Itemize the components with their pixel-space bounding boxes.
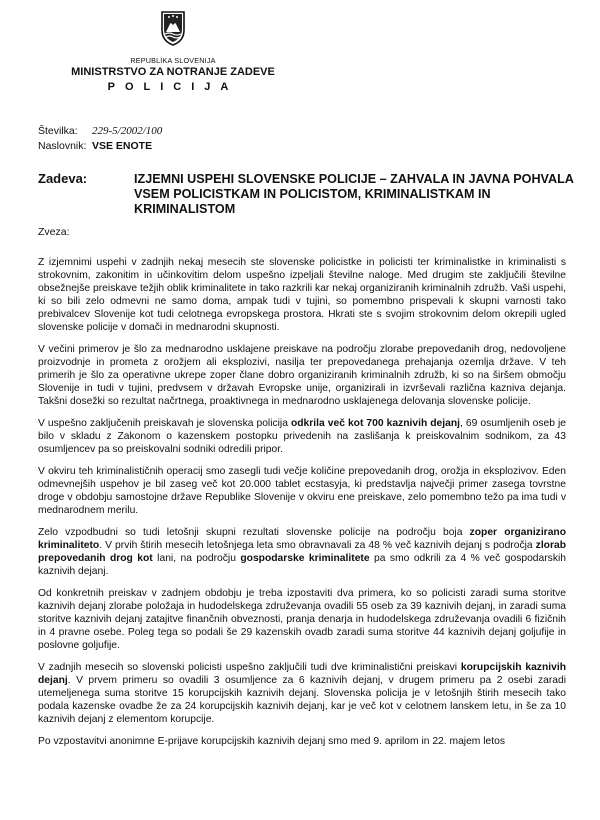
- addressee-label: Naslovnik:: [38, 140, 87, 152]
- document-number-row: [38, 125, 162, 138]
- paragraph-5-emphasis-3: gospodarske kriminalitete: [240, 553, 370, 564]
- paragraph-6: Od konkretnih preiskav v zadnjem obdobju je treba izpostaviti dva primera, ko so policisti zaradi suma storitve kaznivih dejanj zlorabe položaja in hudodelskega združevanja ovadili 55 oseb za 39 kaznivih dejanj, in zaradi suma storitve kaznivih dejanj zatajitve finančnih obveznosti, pranja denarja in hudodelskega združevanja ovadili 6 fizičnih in 4 pravne osebe. Poleg tega so podali še 29 kazenskih ovadb zaradi suma storitve 44 kaznivih dejanj goljufije in poslovne goljufije.: [38, 588, 566, 651]
- police-name: POLICIJA: [107, 81, 239, 93]
- paragraph-5: [38, 526, 566, 578]
- subject-label: Zadeva:: [38, 171, 88, 186]
- reference-label: Zveza:: [38, 226, 70, 238]
- paragraph-1: Z izjemnimi uspehi v zadnjih nekaj mesecih ste slovenske policistke in policisti ter kriminalistke in kriminalisti s strokovnim, zakonitim in učinkovitim delom uspešno izpeljali številne naloge. Med drugim ste zaključili številne obsežnejše preiskave težjih oblik kriminalitete in tako razkrili kar nekaj organiziranih kriminalnih združb. Vaši uspehi, ki so bili zelo odmevni ne samo doma, ampak tudi v tujini, so pomembno prispevali k skupni varnosti tako prebivalcev Slovenije kot tudi celotnega evropskega prostora. Hkrati ste s svojim strokovnim delom okrepili ugled slovenske policije v domači in mednarodni skupnosti.: [38, 257, 566, 333]
- paragraph-7-text-a: V zadnjih mesecih so slovenski policisti uspešno zaključili tudi dve kriminalistični preiskavi: [38, 662, 461, 673]
- document-number-value: 229-5/2002/100: [92, 125, 163, 137]
- addressee-value: VSE ENOTE: [92, 140, 153, 152]
- paragraph-5-text-a: Zelo vzpodbudni so tudi letošnji skupni rezultati slovenske policije na področju boja: [38, 527, 470, 538]
- paragraph-7-emphasis: korupcijskih kaznivih dejanj: [38, 662, 566, 686]
- subject-text: IZJEMNI USPEHI SLOVENSKE POLICIJE – ZAHVALA IN JAVNA POHVALA VSEM POLICISTKAM IN POLICISTOM, KRIMINALISTKAM IN KRIMINALISTOM: [134, 172, 574, 217]
- paragraph-7: [38, 661, 566, 726]
- paragraph-4: V okviru teh kriminalističnih operacij smo zasegli tudi večje količine prepovedanih drog, orožja in eksplozivov. Eden odmevnejših uspehov je bil zaseg več kot 20.000 tablet ecstasyja, ki predstavlja največji primer zasega tovrstne droge v obdobju samostojne države Republike Slovenije v okviru ene preiskave, zelo pomembno težo pa ima tudi v mednarodnem merilu.: [38, 466, 566, 516]
- republic-name: REPUBLIKA SLOVENIJA: [130, 56, 216, 65]
- coat-of-arms-icon: [160, 10, 186, 46]
- paragraph-5-emphasis-2: zlorab prepovedanih drog kot: [38, 540, 566, 564]
- paragraph-5-text-e: lani, na področju: [152, 553, 241, 564]
- paragraph-5-text-g: pa smo odkrili za 4 % več gospodarskih kaznivih dejanj.: [38, 553, 566, 577]
- paragraph-2: V večini primerov je šlo za mednarodno usklajene preiskave na področju zlorabe prepovedanih drog, nedovoljene proizvodnje in prometa z orožjem ali eksplozivi, nasilja ter prepovedanega prehajanja ozemlja države. V teh primerih je šlo za operativne ukrepe zoper člane dobro organiziranih kriminalnih združb, ki so na širšem območju Slovenije in tudi v tujini, predvsem v državah Evropske unije, organizirali in izvrševali različna kazniva dejanja. Takšni dosežki so rezultat načrtnega, proaktivnega in mednarodno usklajenega delovanja slovenske policije.: [38, 344, 566, 407]
- paragraph-5-text-c: . V prvih štirih mesecih letošnjega leta smo obravnavali za 48 % več kaznivih dejanj s področja: [99, 540, 536, 551]
- paragraph-3-emphasis: odkrila več kot 700 kaznivih dejanj: [290, 418, 461, 429]
- ministry-name: MINISTRSTVO ZA NOTRANJE ZADEVE: [71, 66, 275, 78]
- document-number-label: Številka:: [38, 125, 78, 137]
- paragraph-3-text-c: , 69 osumljenih oseb je bilo v skladu z Zakonom o kazenskem postopku privedenih na zaslišanja k preiskovalnim sodnikom, za 43 osumljencev pa so preiskovalni sodniki odredili pripor.: [38, 418, 566, 455]
- paragraph-5-emphasis-1: zoper organizirano kriminaliteto: [38, 527, 566, 551]
- letter-body: [38, 256, 566, 757]
- addressee-row: [38, 140, 152, 153]
- paragraph-3: [38, 417, 566, 456]
- paragraph-7-text-c: . V prvem primeru so ovadili 3 osumljence za 6 kaznivih dejanj, v drugem primeru pa 2 osebi zaradi utemeljenega suma storitve 15 korupcijskih kaznivih dejanj. Slovenska policija je v letošnjih štirih mesecih tako podala kazenske ovadbe že za 24 korupcijskih kaznivih dejanj, kar je več kot v celotnem lanskem letu, in še za 10 kaznivih dejanj z elementom korupcije.: [38, 675, 566, 725]
- paragraph-8: Po vzpostavitvi anonimne E-prijave korupcijskih kaznivih dejanj smo med 9. aprilom in 22. majem letos: [38, 736, 506, 747]
- paragraph-3-text-a: V uspešno zaključenih preiskavah je slovenska policija: [38, 418, 291, 429]
